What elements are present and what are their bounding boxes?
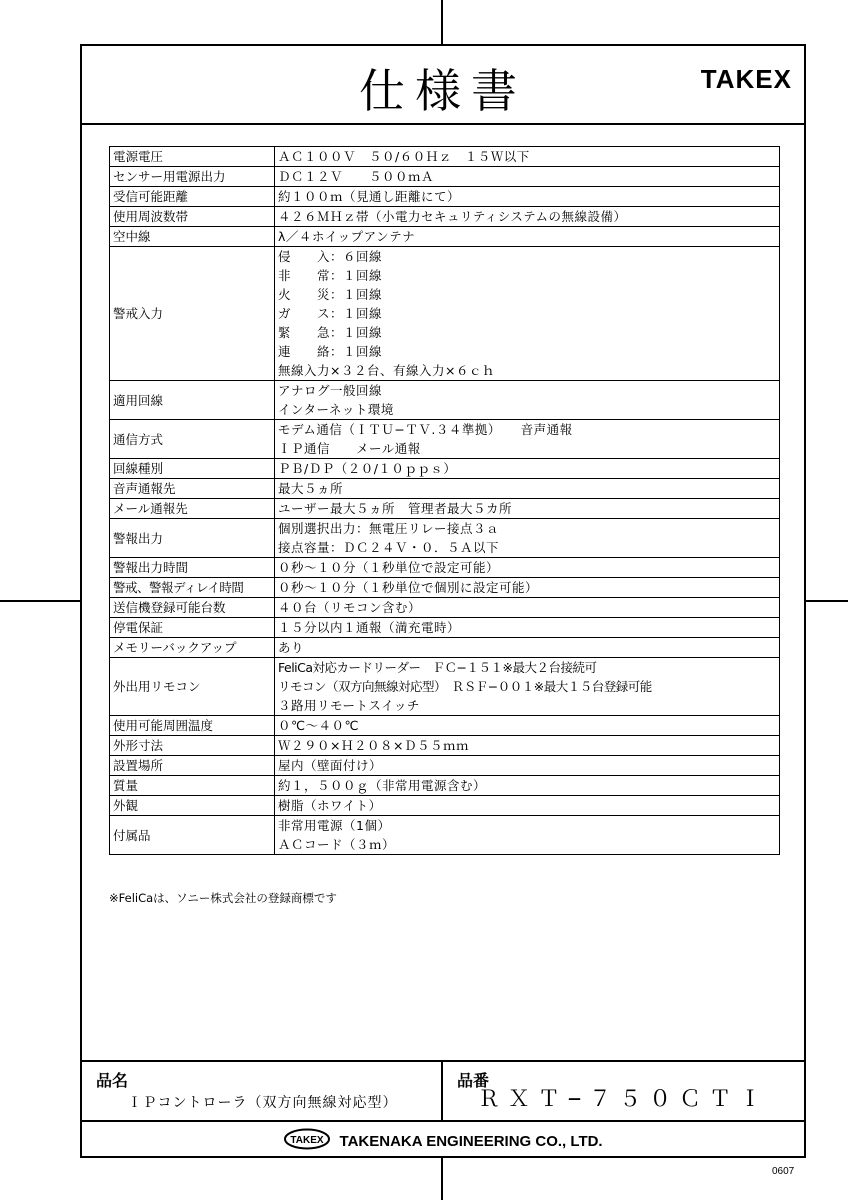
spec-label: 外観 xyxy=(110,796,275,816)
spec-value xyxy=(275,381,780,420)
spec-value-line: ０秒〜１０分（１秒単位で設定可能） xyxy=(278,560,500,575)
spec-label: 使用可能周囲温度 xyxy=(110,716,275,736)
spec-label: 通信方式 xyxy=(110,420,275,459)
document-code: 0607 xyxy=(772,1166,795,1177)
spec-label: 使用周波数帯 xyxy=(110,207,275,227)
spec-value-line: ０秒〜１０分（１秒単位で個別に設定可能） xyxy=(278,580,539,595)
spec-value-line: 侵 入：６回線 xyxy=(278,249,383,264)
spec-value-line: 樹脂（ホワイト） xyxy=(278,798,382,813)
spec-row xyxy=(110,578,780,598)
brand-logo: TAKEX xyxy=(700,64,792,94)
spec-label: 送信機登録可能台数 xyxy=(110,598,275,618)
spec-value-line: 約１，５００ｇ（非常用電源含む） xyxy=(278,778,487,793)
spec-value xyxy=(275,167,780,187)
spec-label: 付属品 xyxy=(110,816,275,855)
spec-row xyxy=(110,167,780,187)
spec-value-line: FeliCa対応カードリーダー ＦＣ−１５１※最大２台接続可 xyxy=(278,660,597,675)
spec-row xyxy=(110,499,780,519)
spec-value xyxy=(275,147,780,167)
spec-value-line: 屋内（壁面付け） xyxy=(278,758,383,773)
spec-row xyxy=(110,816,780,855)
spec-value-line: １５分以内１通報（満充電時） xyxy=(278,620,461,635)
product-code-label: 品番 xyxy=(457,1071,490,1090)
spec-label: 音声通報先 xyxy=(110,479,275,499)
product-code: ＲＸＴ−７５０ＣＴＩ xyxy=(477,1087,770,1112)
spec-label: 空中線 xyxy=(110,227,275,247)
spec-value-line: λ／４ホイップアンテナ xyxy=(278,229,416,244)
company-logo-text: TAKEX xyxy=(290,1135,324,1146)
spec-value-line: ユーザー最大５ヵ所 管理者最大５カ所 xyxy=(278,501,513,516)
spec-value xyxy=(275,776,780,796)
spec-value-line: 個別選択出力：無電圧リレー接点３ａ xyxy=(278,521,500,536)
spec-row xyxy=(110,187,780,207)
spec-row xyxy=(110,381,780,420)
spec-value-line: Ｗ２９０×Ｈ２０８×Ｄ５５ｍｍ xyxy=(278,738,469,753)
spec-value-line: ４２６ＭＨｚ帯（小電力セキュリティシステムの無線設備） xyxy=(278,209,627,224)
spec-value xyxy=(275,796,780,816)
product-name-label: 品名 xyxy=(96,1071,129,1090)
spec-row xyxy=(110,207,780,227)
spec-value-line: ４０台（リモコン含む） xyxy=(278,600,422,615)
spec-value-line: ＰＢ/ＤＰ（２０/１０ｐｐｓ） xyxy=(278,461,457,476)
spec-row xyxy=(110,736,780,756)
spec-value-line: ＤＣ１２Ｖ ５００ｍＡ xyxy=(278,169,435,184)
spec-value xyxy=(275,187,780,207)
crop-mark-bottom xyxy=(441,1158,443,1200)
spec-label: 質量 xyxy=(110,776,275,796)
spec-value-line: ３路用リモートスイッチ xyxy=(278,698,420,713)
spec-value-line: 緊 急：１回線 xyxy=(278,325,383,340)
spec-value xyxy=(275,736,780,756)
spec-row xyxy=(110,658,780,716)
spec-value xyxy=(275,558,780,578)
header xyxy=(82,46,804,125)
spec-value-line: 非 常：１回線 xyxy=(278,268,383,283)
spec-row xyxy=(110,479,780,499)
spec-value xyxy=(275,247,780,381)
spec-value xyxy=(275,598,780,618)
spec-label: メール通報先 xyxy=(110,499,275,519)
spec-value-line: 火 災：１回線 xyxy=(278,287,383,302)
spec-value-line: あり xyxy=(278,640,305,655)
spec-value-line: モデム通信（ＩＴＵ−ＴＶ.３４準拠） 音声通報 xyxy=(278,422,573,437)
spec-label: 警報出力時間 xyxy=(110,558,275,578)
spec-row xyxy=(110,519,780,558)
product-name: ＩＰコントローラ（双方向無線対応型） xyxy=(127,1095,398,1111)
spec-value xyxy=(275,499,780,519)
spec-value-line: 接点容量：ＤＣ２４Ｖ・０．５Ａ以下 xyxy=(278,540,500,555)
spec-value-line: 無線入力×３２台、有線入力×６ｃｈ xyxy=(278,363,495,378)
spec-label: 警戒、警報ディレイ時間 xyxy=(110,578,275,598)
spec-value-line: アナログ一般回線 xyxy=(278,383,383,398)
spec-value-line: リモコン（双方向無線対応型） ＲＳＦ−００１※最大１５台登録可能 xyxy=(278,679,652,694)
spec-row xyxy=(110,420,780,459)
product-name-cell xyxy=(82,1062,443,1122)
spec-label: 外出用リモコン xyxy=(110,658,275,716)
spec-label: 警戒入力 xyxy=(110,247,275,381)
spec-value-line: ０℃〜４０℃ xyxy=(278,718,360,733)
company-logo xyxy=(283,1128,331,1154)
spec-row xyxy=(110,638,780,658)
spec-value-line: 最大５ヵ所 xyxy=(278,481,344,496)
spec-value xyxy=(275,578,780,598)
spec-value-line: ＡＣコード（３ｍ） xyxy=(278,837,396,852)
spec-value-line: 非常用電源（1個） xyxy=(278,818,391,833)
spec-row xyxy=(110,227,780,247)
spec-value-line: ガ ス：１回線 xyxy=(278,306,383,321)
spec-row xyxy=(110,716,780,736)
product-code-cell xyxy=(443,1062,804,1122)
spec-label: 外形寸法 xyxy=(110,736,275,756)
spec-value xyxy=(275,816,780,855)
spec-row xyxy=(110,618,780,638)
spec-value xyxy=(275,207,780,227)
spec-value-line: 約１００ｍ（見通し距離にて） xyxy=(278,189,461,204)
spec-value xyxy=(275,227,780,247)
spec-row xyxy=(110,776,780,796)
spec-value xyxy=(275,618,780,638)
spec-table xyxy=(109,146,780,855)
spec-row xyxy=(110,147,780,167)
spec-row xyxy=(110,756,780,776)
spec-label: 受信可能距離 xyxy=(110,187,275,207)
spec-value xyxy=(275,420,780,459)
crop-mark-top xyxy=(441,0,443,44)
spec-label: 電源電圧 xyxy=(110,147,275,167)
spec-value xyxy=(275,479,780,499)
spec-row xyxy=(110,247,780,381)
spec-value-line: ＡＣ１００Ｖ ５０/６０Ｈｚ １５Ｗ以下 xyxy=(278,149,530,164)
spec-row xyxy=(110,459,780,479)
spec-value xyxy=(275,519,780,558)
spec-sheet-frame xyxy=(80,44,806,1158)
title-block xyxy=(82,1060,804,1156)
spec-label: 適用回線 xyxy=(110,381,275,420)
company-name: TAKENAKA ENGINEERING CO., LTD. xyxy=(339,1132,603,1150)
spec-label: 回線種別 xyxy=(110,459,275,479)
footnote: ※FeliCaは、ソニー株式会社の登録商標です xyxy=(109,891,337,905)
spec-row xyxy=(110,796,780,816)
spec-value-line: ＩＰ通信 メール通報 xyxy=(278,441,421,456)
spec-row xyxy=(110,558,780,578)
spec-label: 警報出力 xyxy=(110,519,275,558)
page-title: 仕様書 xyxy=(359,64,527,118)
spec-value-line: インターネット環境 xyxy=(278,402,394,417)
spec-label: メモリーバックアップ xyxy=(110,638,275,658)
company-line xyxy=(82,1128,804,1154)
crop-mark-left xyxy=(0,600,80,602)
crop-mark-right xyxy=(806,600,848,602)
spec-value xyxy=(275,638,780,658)
spec-value xyxy=(275,459,780,479)
spec-value-line: 連 絡：１回線 xyxy=(278,344,383,359)
spec-label: センサー用電源出力 xyxy=(110,167,275,187)
spec-value xyxy=(275,716,780,736)
spec-value xyxy=(275,756,780,776)
spec-row xyxy=(110,598,780,618)
spec-label: 設置場所 xyxy=(110,756,275,776)
spec-label: 停電保証 xyxy=(110,618,275,638)
spec-value xyxy=(275,658,780,716)
